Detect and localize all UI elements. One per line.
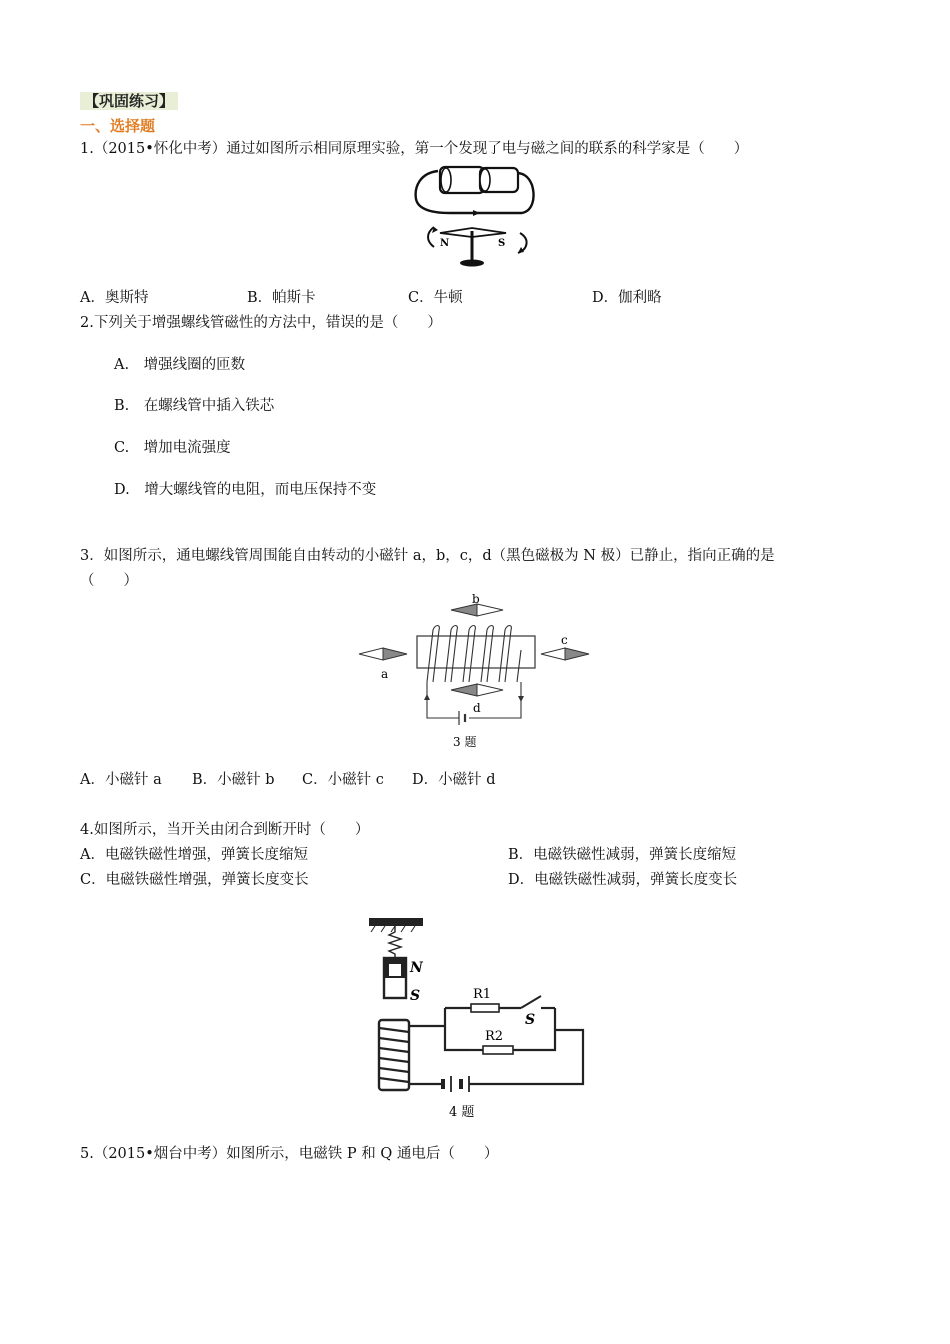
subsection-header: 一、选择题 — [80, 117, 156, 135]
q2-option-a[interactable]: A. 增强线圈的匝数 — [114, 357, 246, 373]
q1-fig-s: S — [498, 238, 506, 249]
q1-figure — [410, 165, 540, 270]
q1-option-c[interactable]: C．牛顿 — [408, 290, 463, 306]
q4-option-b[interactable]: B．电磁铁磁性减弱，弹簧长度缩短 — [508, 847, 737, 863]
q1-option-d[interactable]: D．伽利略 — [592, 290, 662, 306]
q4-stem: 4.如图所示，当开关由闭合到断开时（ ） — [80, 822, 370, 838]
q1-option-b[interactable]: B．帕斯卡 — [247, 290, 316, 306]
q3-label-d: d — [473, 701, 481, 715]
q3-caption: 3 题 — [453, 735, 477, 749]
section-header: 【巩固练习】 — [80, 92, 178, 110]
q4-label-switch: S — [525, 1012, 536, 1028]
q1-option-a[interactable]: A．奥斯特 — [80, 290, 149, 306]
q4-option-d[interactable]: D．电磁铁磁性减弱，弹簧长度变长 — [508, 872, 738, 888]
q3-stem-line2: （ ） — [80, 573, 138, 589]
q3-stem-line1: 3．如图所示，通电螺线管周围能自由转动的小磁针 a，b，c，d（黑色磁极为 N 极）已静止，指向正确的是 — [80, 548, 775, 564]
q3-label-c: c — [561, 633, 568, 647]
q3-option-d[interactable]: D．小磁针 d — [412, 772, 496, 788]
q2-option-c[interactable]: C. 增加电流强度 — [114, 440, 231, 456]
q4-label-s: S — [410, 988, 421, 1004]
q4-option-a[interactable]: A．电磁铁磁性增强，弹簧长度缩短 — [80, 847, 308, 863]
q2-option-b[interactable]: B. 在螺线管中插入铁芯 — [114, 398, 275, 414]
q3-option-a[interactable]: A．小磁针 a — [80, 772, 162, 788]
q1-stem: 1.（2015•怀化中考）通过如图所示相同原理实验，第一个发现了电与磁之间的联系的科学家是（ ） — [80, 141, 749, 157]
q1-fig-n: N — [440, 238, 450, 249]
q4-label-r1: R1 — [473, 987, 492, 1002]
q2-option-d[interactable]: D. 增大螺线管的电阻，而电压保持不变 — [114, 482, 377, 498]
q4-option-c[interactable]: C．电磁铁磁性增强，弹簧长度变长 — [80, 872, 309, 888]
q2-stem: 2.下列关于增强螺线管磁性的方法中，错误的是（ ） — [80, 315, 442, 331]
q5-stem: 5.（2015•烟台中考）如图所示，电磁铁 P 和 Q 通电后（ ） — [80, 1146, 499, 1162]
q3-option-c[interactable]: C．小磁针 c — [302, 772, 384, 788]
q4-figure — [365, 912, 595, 1122]
q4-caption: 4 题 — [449, 1105, 475, 1120]
q3-label-b: b — [472, 592, 480, 606]
q4-label-n: N — [410, 960, 423, 976]
q3-option-b[interactable]: B．小磁针 b — [192, 772, 275, 788]
q3-figure — [355, 590, 595, 750]
q4-label-r2: R2 — [485, 1029, 504, 1044]
q3-label-a: a — [381, 667, 389, 681]
